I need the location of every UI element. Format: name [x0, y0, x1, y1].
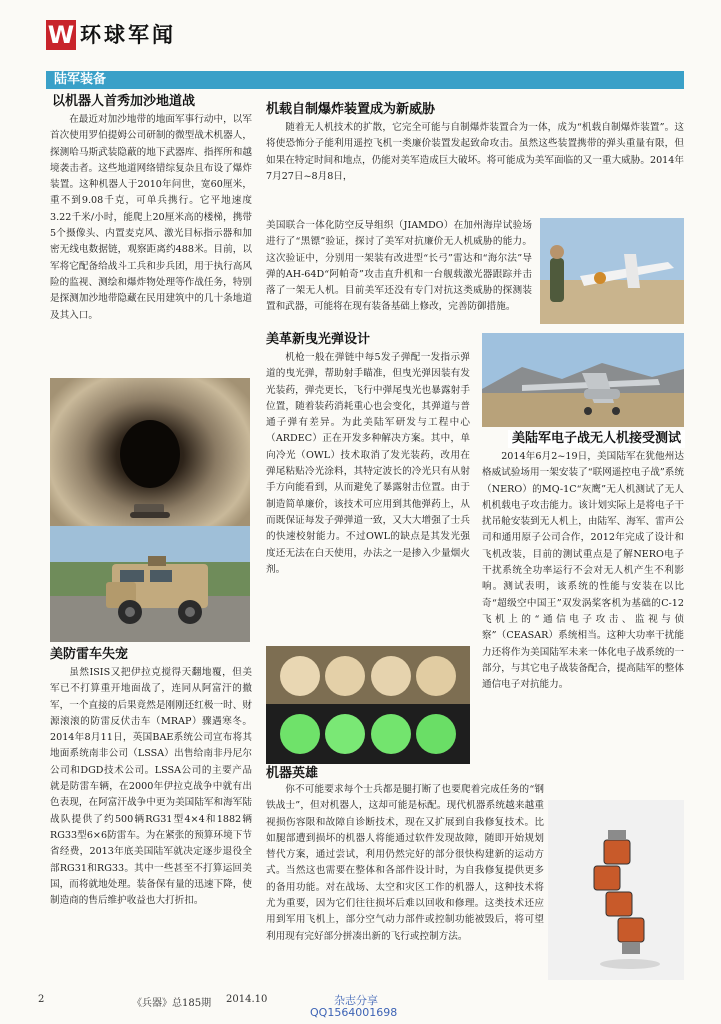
article-body-tracer: 机枪一般在弹链中每5发子弹配一发指示弹道的曳光弹，帮助射手瞄准，但曳光弹因装有发光装药，弹壳更长，飞行中弹尾曳光也暴露射手位置，随着装药消耗重心也会变化，其弹道与普通子弹有差异。为此美陆军研发与工程中心（ARDEC）正在开发多种解决方案。其中，单向冷光（OWL）技术取消了发光装药，改用在弹尾粘贴冷光涂料，其特定波长的冷光只有从射手方向能看到，从而避免了暴露射击位置。由于制造简单廉价，该技术可应用到其他弹药上，从而既保证每发子弹弹道一致，又大大增强了士兵的快速校射能力。不过OWL的缺点是其发光强度还无法在白天使用，办法之一是掺入少量烟火剂。 — [266, 352, 470, 575]
article-body-ied-part1: 随着无人机技术的扩散，它完全可能与自制爆炸装置合为一体，成为“机载自制爆炸装置”。这将使恐怖分子能利用遥控飞机一类廉价装置发起致命攻击。虽然这些装置携带的弹头重量有限，但如果在特定时间和地点，仍能对美军造成巨大破坏。将可能成为美军面临的又一重大威胁。2014年7月27日~8月8日， — [266, 122, 684, 182]
masthead-logo: W — [47, 21, 75, 49]
tunnel-robot-photo — [50, 378, 250, 546]
masthead — [46, 20, 182, 52]
modular-robot-photo — [548, 800, 684, 980]
watermark-share: 杂志分享 — [334, 994, 378, 1007]
article-body-mrap: 虽然ISIS又把伊拉克搅得天翻地覆，但美军已不打算重开地面战了，连同从阿富汗的撤军，一个直接的后果竟然是刚刚还红极一时、财源滚滚的防雷反伏击车（MRAP）骤遇寒冬。2014年8月11日，英国BAE系统公司宣布将其地面系统南非公司（LSSA）出售给南非丹尼尔公司和DGD技术公司。LSSA公司的主要产品就是防雷车辆，在2000年伊拉克战争中就有出色表现，在阿富汗战争中更为美国陆军和海军陆战队提供了约500辆RG31型4×4和1882辆RG33型6×6防雷车。为在紧张的预算环境下节省经费，2013年底美国陆军就决定逐步退役全部RG31和RG33。其中一些甚至不打算运回美国，而将就地处理。装备保有量的迅速下降，使制造商的售后维护收益也大打折扣。 — [50, 667, 252, 907]
article-body-ied-part2: 美国联合一体化防空反导组织（JIAMDO）在加州海岸试验场进行了“黑镖”验证，探讨了美军对抗廉价无人机威胁的能力。这次验证中，分别用一架装有改进型“长弓”雷达和“海尔法”导弹的AH-64D“阿帕奇”攻击直升机和一台舰载激光器跟踪并击落了一架无人机。目前美军还没有专门对抗这类威胁的探测装置和武器，可能将在现有装备基础上修改，完善防御措施。 — [266, 220, 532, 313]
drone-soldier-photo — [540, 218, 684, 324]
section-label: 陆军装备 — [54, 72, 107, 87]
mrap-vehicle-photo — [50, 526, 250, 642]
article-title-tracer: 美革新曳光弹设计 — [266, 332, 371, 347]
page-number: 2 — [38, 994, 45, 1005]
article-title-ied: 机载自制爆炸装置成为新威胁 — [266, 102, 436, 117]
article-title-mrap: 美防雷车失宠 — [50, 647, 129, 662]
masthead-title: 环球军闻 — [80, 23, 176, 47]
article-body-hero: 你不可能要求每个士兵都是腿打断了也要爬着完成任务的“钢铁战士”，但对机器人，这却可能是标配。现代机器系统越来越重视损伤容限和故障自诊断技术，现在又扩展到自我修复技术。比如腿部遭到损坏的机器人将能通过软件发现故障，随即开始规划替代方案，通过尝试，利用仍然完好的部分很快构建新的运动方式。当然这也需要在整体和各部件设计时，为自我修复提供更多的备用功能。对在战场、太空和灾区工作的机器人，这种技术将尤为重要，因为它们往往损坏后难以回收和修理。这类技术还应用到军用飞机上，部分空气动力部件或控制功能被毁后，将可望利用现有完好部分拼凑出新的飞行或控制方法。 — [266, 784, 544, 942]
section-band — [46, 71, 684, 89]
watermark-qq: QQ1564001698 — [310, 1006, 398, 1019]
magazine-issue: 《兵器》总185期 — [132, 998, 212, 1009]
article-title-robot: 以机器人首秀加沙地道战 — [52, 94, 196, 109]
issue-date: 2014.10 — [226, 994, 268, 1005]
article-body-robot: 在最近对加沙地带的地面军事行动中，以军首次使用罗伯提姆公司研制的微型战术机器人，探测哈马斯武装隐蔽的地下武器库、指挥所和越境袭击者。这些地道网络错综复杂且布设了爆炸装置。这种机器人于2010年问世，宽60厘米，重不到9.08千克，可单兵携行。它平地速度3.22千米/小时，能爬上20厘米高的楼梯，携带5个摄像头、内置麦克风、激光目标指示器和加密无线电数据链，观察距离约488米。目前，以军将它配备给战斗工兵和步兵团，用于执行高风险的监视、测绘和爆炸物处理等作战任务，特别是探测加沙地带隐藏在民用建筑中的几十条地道及其入口。 — [50, 114, 252, 321]
article-body-nero: 2014年6月2~19日，美国陆军在犹他州达格威试验场用一架安装了“联网遥控电子战”系统（NERO）的MQ-1C“灰鹰”无人机测试了无人机机载电子攻击能力。该计划实际上是将电子干扰吊舱安装到无人机上，由陆军、海军、雷声公司和通用原子公司合作，2012年完成了设计和飞机改装，目前的测试重点是了解NERO电子干扰系统全功率运行不会对无人机产生不利影响。测试表明，该系统的性能与安装在以比奇“超级空中国王”双发涡桨客机为基础的C-12飞机上的“通信电子攻击、监视与侦察”（CEASAR）系统相当。这种大功率干扰能力还将作为美国陆军未来一体化电子战系统的一部分，与其它电子战装备配合，提高陆军的整体通信电子对抗能力。 — [482, 451, 684, 691]
gray-eagle-uav-photo — [482, 333, 684, 427]
article-title-hero: 机器英雄 — [266, 766, 319, 781]
article-title-nero: 美陆军电子战无人机接受测试 — [508, 430, 685, 448]
tracer-bullets-photo — [266, 646, 470, 764]
